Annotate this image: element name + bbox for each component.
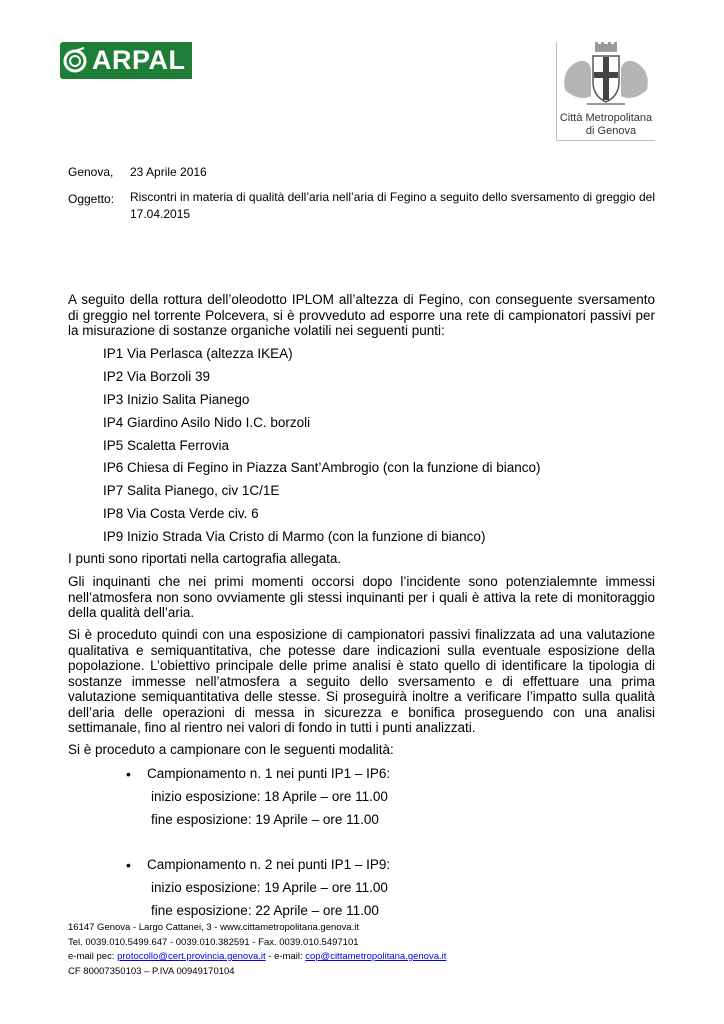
sampling-intro-paragraph: Si è proceduto a campionare con le seguenti modalità: xyxy=(68,742,394,757)
place-label: Genova, xyxy=(68,165,114,179)
sampling-point: IP9 Inizio Strada Via Cristo di Marmo (con la funzione di bianco) xyxy=(103,529,486,545)
sampling-point: IP7 Salita Pianego, civ 1C/1E xyxy=(103,483,280,499)
pollutants-paragraph: Gli inquinanti che nei primi momenti occorsi dopo l’incidente sono potenzialemnte immessi nell’atmosfera non sono ovviamente gli stessi inquinanti per i quali è attiva la rete di monitoraggio della qualità dell’aria. xyxy=(68,574,655,620)
sampling-point: IP1 Via Perlasca (altezza IKEA) xyxy=(103,346,293,361)
arpal-logo xyxy=(60,42,196,79)
sampling-point: IP8 Via Costa Verde civ. 6 xyxy=(103,506,259,522)
campaign-end: fine esposizione: 19 Aprile – ore 11.00 xyxy=(151,812,379,827)
email-link[interactable]: cop@cittametropolitana.genova.it xyxy=(305,951,447,962)
campaign-start: inizio esposizione: 18 Aprile – ore 11.00 xyxy=(151,789,388,804)
sampling-point: IP5 Scaletta Ferrovia xyxy=(103,437,230,453)
intro-paragraph: A seguito della rottura dell’oleodotto IPLOM all’altezza di Fegino, con conseguente sversamento di greggio nel torrente Polcevera, si è provveduto ad esporre una rete di campionatori passivi per la misurazione di sostanze organiche volatili nei seguenti punti: xyxy=(68,292,655,338)
campaign-start: inizio esposizione: 19 Aprile – ore 11.00 xyxy=(151,880,388,895)
arpal-wordmark: ARPAL xyxy=(90,42,192,79)
map-reference-paragraph: I punti sono riportati nella cartografia allegata. xyxy=(68,551,342,566)
campaign-title: Campionamento n. 1 nei punti IP1 – IP6: xyxy=(147,766,391,781)
sampling-points-list xyxy=(103,345,541,551)
footer-address: 16147 Genova - Largo Cattanei, 3 - www.cittametropolitana.genova.it xyxy=(68,922,359,933)
sampling-point: IP6 Chiesa di Fegino in Piazza Sant’Ambrogio (con la funzione di bianco) xyxy=(103,460,541,476)
city-name-line2: di Genova xyxy=(585,125,637,137)
subject-label: Oggetto: xyxy=(68,192,115,206)
campaign-end: fine esposizione: 22 Aprile – ore 11.00 xyxy=(151,903,379,918)
bullet-icon: • xyxy=(126,857,131,873)
footer-phone: Tel. 0039.010.5499.647 - 0039.010.382591 - Fax. 0039.010.5497101 xyxy=(68,937,359,948)
city-name-line1: Città Metropolitana xyxy=(559,112,653,124)
email-label: - e-mail: xyxy=(265,951,306,962)
arpal-swirl-icon xyxy=(60,42,90,79)
document-date: 23 Aprile 2016 xyxy=(130,165,207,179)
subject-text: Riscontri in materia di qualità dell’aria nell’aria di Fegino a seguito dello sversamento di greggio del 17.04.2015 xyxy=(130,190,655,221)
campaign-title: Campionamento n. 2 nei punti IP1 – IP9: xyxy=(147,857,391,872)
bullet-icon: • xyxy=(126,766,131,782)
sampling-point: IP3 Inizio Salita Pianego xyxy=(103,391,250,407)
footer-fiscal-codes: CF 80007350103 – P.IVA 00949170104 xyxy=(68,966,235,977)
pec-email-link[interactable]: protocollo@cert.provincia.genova.it xyxy=(117,951,266,962)
sampling-point: IP4 Giardino Asilo Nido I.C. borzoli xyxy=(103,414,311,430)
footer-email-line xyxy=(68,951,446,962)
pec-label: e-mail pec: xyxy=(68,951,118,962)
methodology-paragraph: Si è proceduto quindi con una esposizione di campionatori passivi finalizzata ad una valutazione qualitativa e semiquantitativa, che potesse dare indicazioni sulla eventuale esposizione della popolazione. L’obiettivo principale delle prime analisi è stato quello di identificare la tipologia di sostanze immesse nell’atmosfera a seguito dello sversamento e di effettuare una prima valutazione semiquantitativa delle stesse. Si proseguirà inoltre a verificare l’impatto sulla qualità dell’aria delle operazioni di messa in sicurezza e bonifica proseguendo con una analisi settimanale, fino al rientro nei valori di fondo in tutti i punti analizzati. xyxy=(68,627,655,735)
coat-of-arms-icon xyxy=(557,42,655,112)
city-metropolitan-logo xyxy=(556,42,655,141)
sampling-point: IP2 Via Borzoli 39 xyxy=(103,368,211,384)
